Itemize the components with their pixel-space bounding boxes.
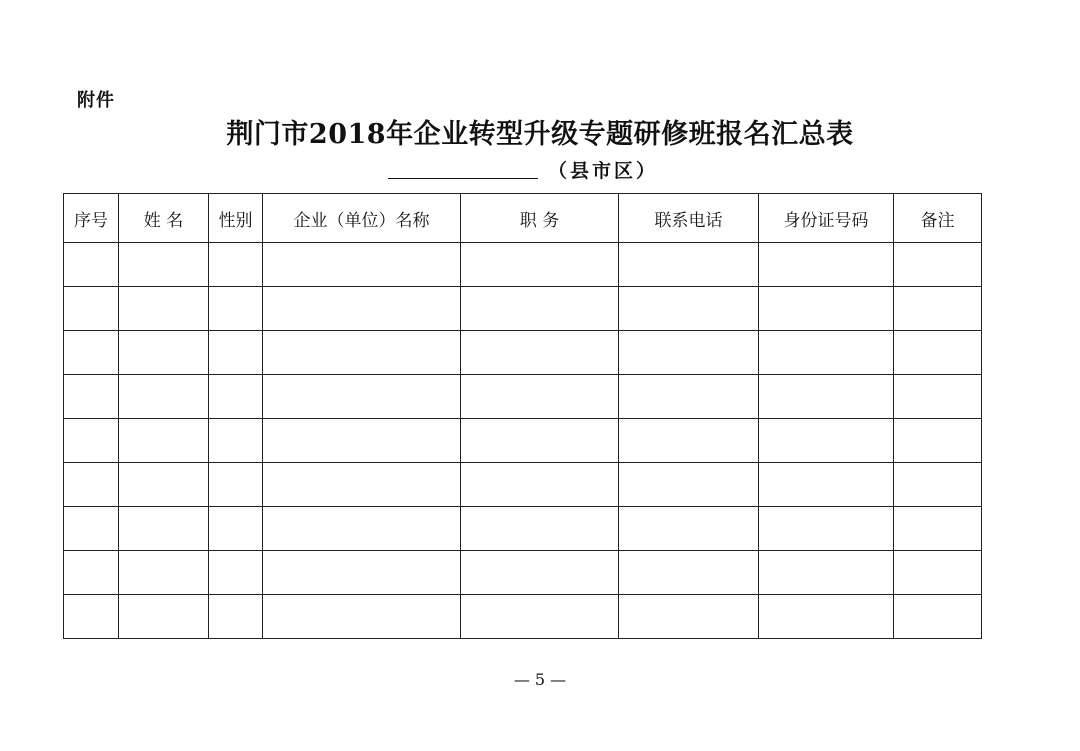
county-label: （县市区） [548, 160, 659, 182]
table-row [64, 507, 982, 551]
table-cell [461, 551, 619, 595]
column-header-position: 职 务 [461, 194, 619, 243]
table-cell [209, 331, 263, 375]
table-row [64, 551, 982, 595]
table-cell [263, 287, 461, 331]
table-cell [894, 287, 982, 331]
table-cell [759, 375, 894, 419]
table-cell [263, 375, 461, 419]
table-cell [119, 507, 209, 551]
table-cell [759, 331, 894, 375]
table-cell [461, 243, 619, 287]
table-cell [461, 419, 619, 463]
table-row [64, 331, 982, 375]
table-cell [64, 419, 119, 463]
table-cell [64, 331, 119, 375]
table-cell [263, 331, 461, 375]
table-cell [894, 419, 982, 463]
table-row [64, 419, 982, 463]
table-cell [619, 595, 759, 639]
table-cell [209, 507, 263, 551]
table-cell [263, 243, 461, 287]
table-cell [759, 419, 894, 463]
table-row [64, 243, 982, 287]
table-cell [619, 507, 759, 551]
table-cell [209, 463, 263, 507]
column-header-id-number: 身份证号码 [759, 194, 894, 243]
table-cell [619, 287, 759, 331]
table-cell [119, 419, 209, 463]
column-header-company: 企业（单位）名称 [263, 194, 461, 243]
table-cell [619, 419, 759, 463]
table-cell [461, 375, 619, 419]
table-cell [894, 331, 982, 375]
table-cell [461, 287, 619, 331]
table-cell [209, 595, 263, 639]
table-cell [263, 551, 461, 595]
table-row [64, 287, 982, 331]
table-cell [759, 463, 894, 507]
table-row [64, 463, 982, 507]
column-header-name: 姓 名 [119, 194, 209, 243]
table-cell [64, 507, 119, 551]
registration-table [63, 193, 982, 639]
table-cell [119, 595, 209, 639]
table-cell [119, 243, 209, 287]
table-cell [209, 419, 263, 463]
table-cell [461, 463, 619, 507]
table-row [64, 595, 982, 639]
attachment-label: 附件 [77, 90, 115, 111]
table-cell [263, 595, 461, 639]
table-cell [619, 331, 759, 375]
table-cell [64, 287, 119, 331]
table-cell [619, 375, 759, 419]
page-number: — 5 — [513, 670, 567, 689]
table-header-row [64, 194, 982, 243]
table-cell [461, 331, 619, 375]
table-cell [119, 287, 209, 331]
table-cell [209, 375, 263, 419]
table-cell [894, 243, 982, 287]
table-cell [64, 463, 119, 507]
column-header-gender: 性别 [209, 194, 263, 243]
table-cell [759, 551, 894, 595]
table-cell [619, 551, 759, 595]
table-cell [461, 595, 619, 639]
table-cell [64, 243, 119, 287]
table-cell [209, 243, 263, 287]
table-cell [119, 331, 209, 375]
table-row [64, 375, 982, 419]
table-cell [119, 463, 209, 507]
table-cell [894, 463, 982, 507]
table-cell [759, 595, 894, 639]
table-cell [461, 507, 619, 551]
table-cell [64, 375, 119, 419]
column-header-serial: 序号 [64, 194, 119, 243]
table-cell [894, 551, 982, 595]
table-cell [263, 419, 461, 463]
table-cell [894, 375, 982, 419]
table-cell [64, 551, 119, 595]
column-header-remarks: 备注 [894, 194, 982, 243]
county-name-blank [388, 178, 538, 179]
table-cell [894, 507, 982, 551]
table-cell [894, 595, 982, 639]
column-header-phone: 联系电话 [619, 194, 759, 243]
table-cell [209, 287, 263, 331]
table-cell [209, 551, 263, 595]
form-title: 荆门市2018年企业转型升级专题研修班报名汇总表 [226, 119, 854, 150]
table-cell [619, 463, 759, 507]
table-cell [759, 287, 894, 331]
table-cell [64, 595, 119, 639]
table-cell [759, 507, 894, 551]
table-cell [263, 507, 461, 551]
table-cell [619, 243, 759, 287]
table-cell [263, 463, 461, 507]
table-cell [759, 243, 894, 287]
table-cell [119, 375, 209, 419]
table-cell [119, 551, 209, 595]
